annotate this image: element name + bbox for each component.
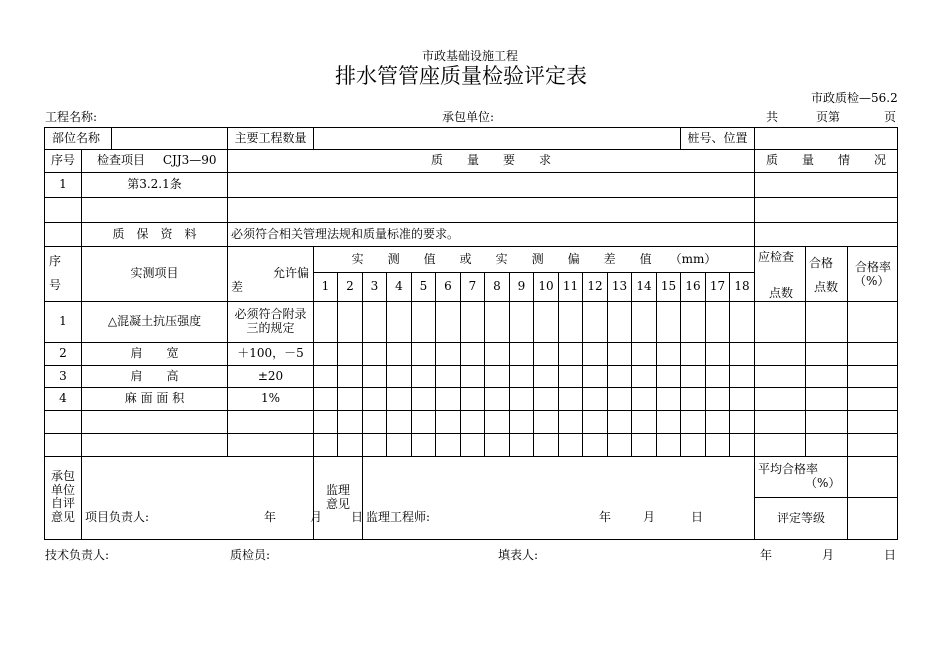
point-number: 3	[363, 273, 387, 302]
quality-req-label: 质 量 要 求	[228, 150, 755, 173]
measure-seq-bottom: 号	[49, 278, 62, 292]
point-number: 17	[706, 273, 730, 302]
item-name: 肩 宽	[82, 343, 228, 366]
point-number: 14	[632, 273, 657, 302]
item-tolerance: ＋100，－5	[228, 343, 314, 366]
table-row	[45, 388, 898, 411]
footer-day-label: 日	[884, 548, 897, 562]
page-total-label: 共	[766, 110, 779, 124]
standard-code: CJJ3—90	[162, 153, 217, 168]
point-number: 10	[534, 273, 559, 302]
point-number: 6	[436, 273, 461, 302]
pass-rate-header	[848, 247, 898, 302]
quality-docs-label: 质 保 资 料	[82, 223, 228, 247]
main-qty-value[interactable]	[314, 128, 681, 150]
grade-value[interactable]	[848, 498, 898, 540]
filler-label: 填表人:	[498, 548, 539, 562]
qualified-top: 合格	[809, 256, 834, 270]
point-number: 7	[461, 273, 485, 302]
item-tolerance: 1%	[228, 388, 314, 411]
dept-name-cell	[45, 128, 228, 150]
tech-lead-label: 技术负责人:	[45, 548, 110, 562]
point-number: 4	[387, 273, 412, 302]
inspector-label: 质检员:	[230, 548, 271, 562]
should-check-bottom: 点数	[769, 286, 794, 300]
table-row	[45, 302, 898, 343]
item-name: △混凝土抗压强度	[82, 302, 228, 343]
station-label: 桩号、位置	[681, 128, 755, 150]
main-qty-label: 主要工程数量	[228, 128, 314, 150]
table-row	[45, 434, 898, 457]
row1-item: 第3.2.1条	[82, 173, 228, 198]
seq-label: 序号	[45, 150, 82, 173]
item-seq: 1	[45, 302, 82, 343]
point-number: 11	[559, 273, 583, 302]
supervision-opinion-label: 监理 意见	[314, 457, 363, 540]
quality-inspection-table	[44, 127, 898, 540]
item-tolerance-line2: 三的规定	[246, 321, 295, 335]
grade-label: 评定等级	[755, 498, 848, 540]
dept-name-label: 部位名称	[52, 131, 101, 145]
point-number: 12	[583, 273, 608, 302]
avg-pass-rate-label: 平均合格率	[758, 462, 819, 476]
page-of-label: 页第	[816, 110, 841, 124]
item-tolerance	[228, 302, 314, 343]
document-title: 排水管管座质量检验评定表	[335, 64, 587, 88]
supervisor-day-label: 日	[691, 510, 704, 525]
avg-pass-rate-unit: （%）	[805, 476, 841, 490]
point-number: 5	[412, 273, 436, 302]
check-item-header	[82, 150, 228, 173]
quality-docs-requirement: 必须符合相关管理法规和质量标准的要求。	[228, 223, 755, 247]
footer-month-label: 月	[822, 548, 835, 562]
form-code: 市政质检—56.2	[811, 91, 898, 105]
contractor-opinion-label: 承包 单位 自评 意见	[45, 457, 82, 540]
row2-seq[interactable]	[45, 198, 82, 223]
quality-docs-status[interactable]	[755, 223, 898, 247]
measured-values-label: 实 测 值 或 实 测 偏 差 值 （mm）	[314, 247, 755, 273]
row1-requirement[interactable]	[228, 173, 755, 198]
row2-requirement[interactable]	[228, 198, 755, 223]
item-name: 麻 面 面 积	[82, 388, 228, 411]
item-tolerance: ±20	[228, 366, 314, 388]
tolerance-bottom: 差	[231, 280, 244, 294]
supervisor-year-label: 年	[599, 510, 612, 525]
row2-status[interactable]	[755, 198, 898, 223]
document-subtitle: 市政基础设施工程	[422, 49, 519, 63]
project-lead-label: 项目负责人:	[85, 510, 150, 525]
row2-item[interactable]	[82, 198, 228, 223]
point-number: 8	[485, 273, 510, 302]
supervisor-month-label: 月	[643, 510, 656, 525]
table-row	[45, 343, 898, 366]
item-seq: 2	[45, 343, 82, 366]
row1-status[interactable]	[755, 173, 898, 198]
point-number: 1	[314, 273, 338, 302]
tolerance-top: 允许偏	[272, 266, 309, 280]
tolerance-header	[228, 247, 314, 302]
qualified-bottom: 点数	[814, 280, 839, 294]
item-seq: 4	[45, 388, 82, 411]
contractor-label: 承包单位:	[442, 110, 495, 124]
measure-seq-top: 序	[49, 254, 62, 268]
measure-seq-header	[45, 247, 82, 302]
row1-seq: 1	[45, 173, 82, 198]
point-number: 15	[657, 273, 681, 302]
point-number: 16	[681, 273, 706, 302]
measure-item-label: 实测项目	[82, 247, 228, 302]
point-number: 9	[510, 273, 534, 302]
point-number: 18	[730, 273, 755, 302]
should-check-header	[755, 247, 806, 302]
item-tolerance-line1: 必须符合附录	[234, 307, 307, 322]
pass-rate-top: 合格率	[855, 260, 892, 274]
avg-pass-rate-cell	[755, 457, 848, 498]
opinion-day-label: 日	[351, 510, 364, 525]
qualified-header	[806, 247, 848, 302]
point-number: 2	[338, 273, 363, 302]
item-seq: 3	[45, 366, 82, 388]
item-name: 肩 高	[82, 366, 228, 388]
point-number: 13	[608, 273, 632, 302]
supervision-opinion-content[interactable]	[363, 457, 755, 540]
quality-status-label: 质 量 情 况	[755, 150, 898, 173]
avg-pass-rate-value[interactable]	[848, 457, 898, 498]
docs-seq	[45, 223, 82, 247]
station-value[interactable]	[755, 128, 898, 150]
project-name-label: 工程名称:	[45, 110, 98, 124]
opinion-year-label: 年	[264, 510, 277, 525]
should-check-top: 应检查	[758, 250, 795, 264]
check-item-label: 检查项目	[97, 153, 146, 168]
opinion-month-label: 月	[310, 510, 323, 525]
pass-rate-bottom: （%）	[854, 274, 890, 288]
page-label: 页	[884, 110, 897, 124]
table-row	[45, 411, 898, 434]
table-row	[45, 366, 898, 388]
supervisor-label: 监理工程师:	[366, 510, 431, 525]
footer-year-label: 年	[760, 548, 773, 562]
